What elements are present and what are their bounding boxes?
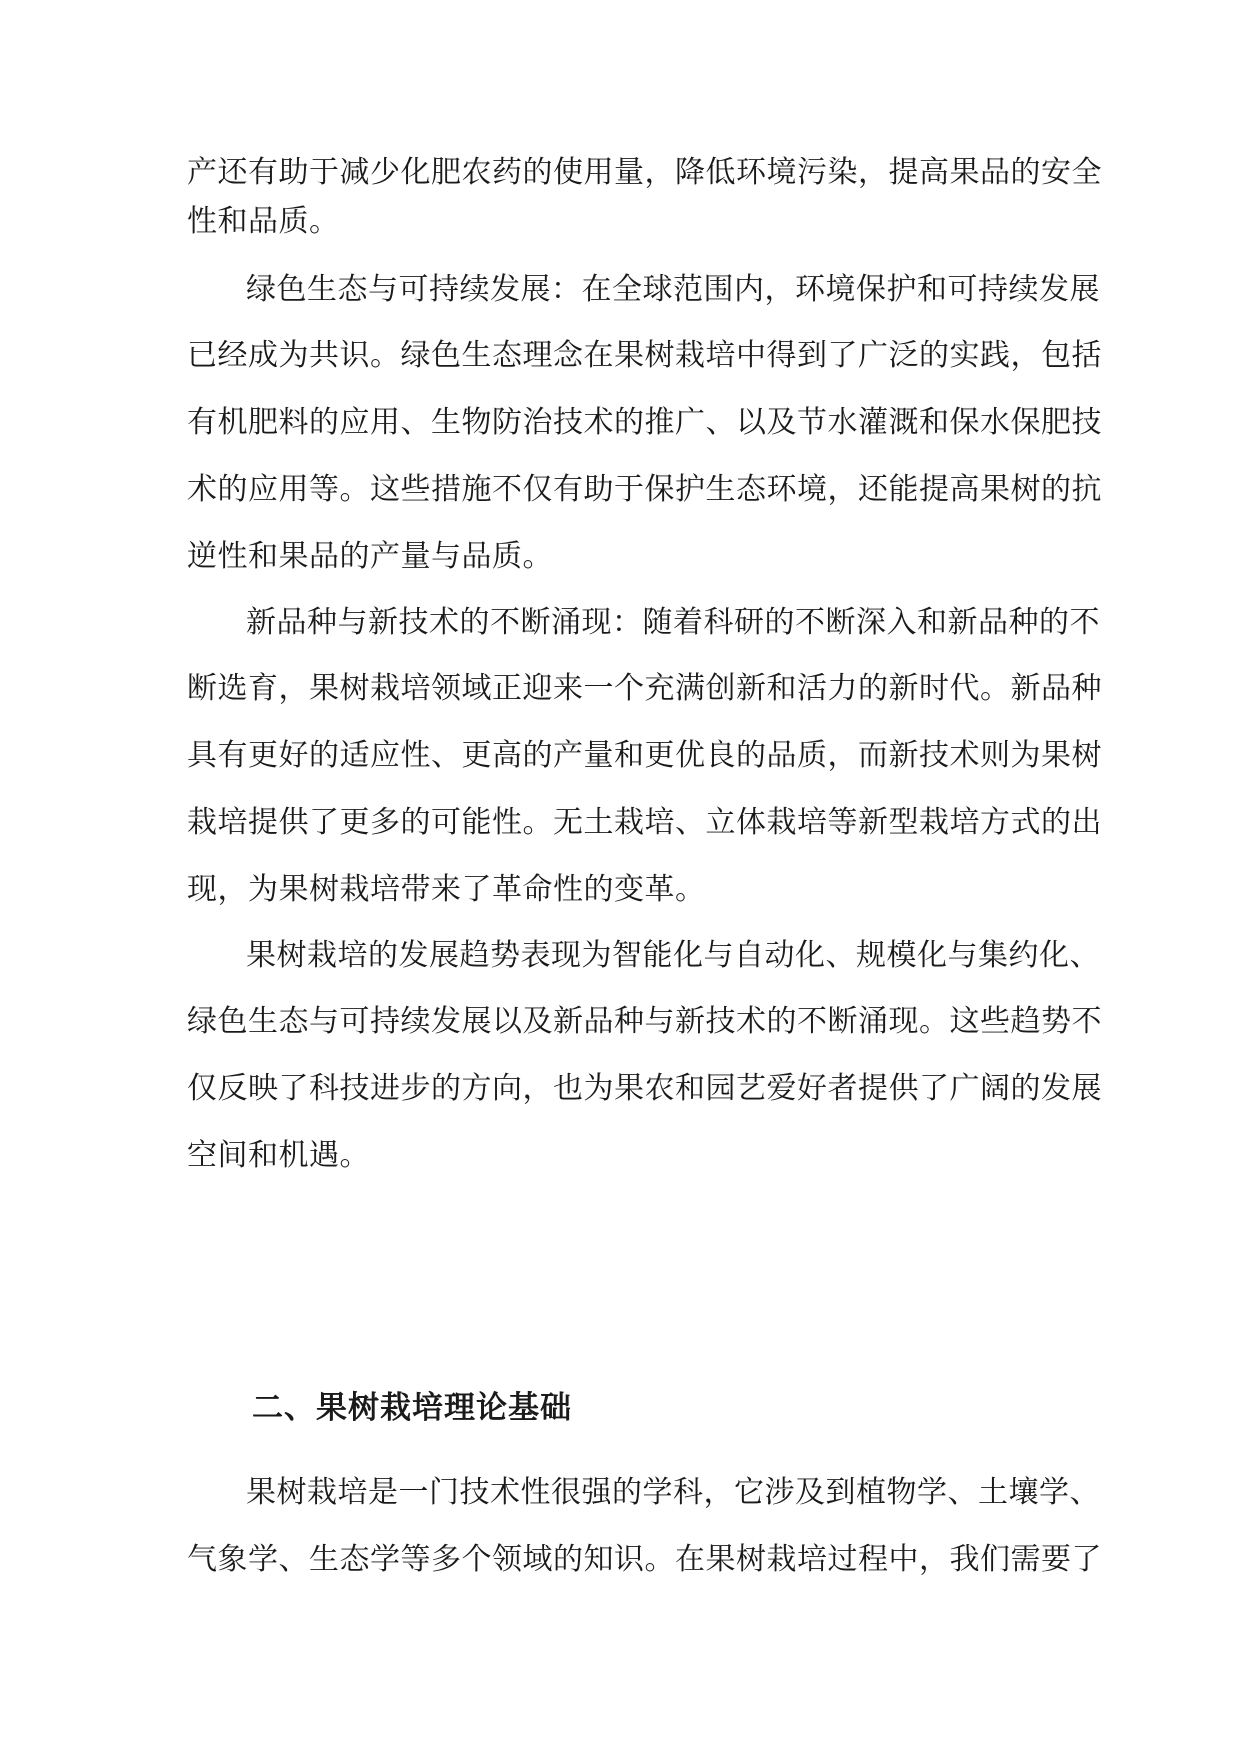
paragraph-line: 气象学、生态学等多个领域的知识。在果树栽培过程中，我们需要了 — [187, 1542, 1102, 1577]
paragraph-line: 栽培提供了更多的可能性。无土栽培、立体栽培等新型栽培方式的出 — [187, 805, 1102, 840]
paragraph-line: 有机肥料的应用、生物防治技术的推广、以及节水灌溉和保水保肥技 — [187, 405, 1102, 440]
paragraph-line: 空间和机遇。 — [187, 1138, 370, 1173]
paragraph-line: 绿色生态与可持续发展：在全球范围内，环境保护和可持续发展 — [246, 272, 1100, 307]
paragraph-line: 绿色生态与可持续发展以及新品种与新技术的不断涌现。这些趋势不 — [187, 1004, 1102, 1039]
paragraph-line: 术的应用等。这些措施不仅有助于保护生态环境，还能提高果树的抗 — [187, 472, 1102, 507]
paragraph-line: 已经成为共识。绿色生态理念在果树栽培中得到了广泛的实践，包括 — [187, 338, 1102, 373]
paragraph-line: 现，为果树栽培带来了革命性的变革。 — [187, 872, 706, 907]
paragraph-line: 仅反映了科技进步的方向，也为果农和园艺爱好者提供了广阔的发展 — [187, 1071, 1102, 1106]
paragraph-line: 性和品质。 — [187, 204, 340, 239]
paragraph-line: 新品种与新技术的不断涌现：随着科研的不断深入和新品种的不 — [246, 605, 1100, 640]
paragraph-line: 果树栽培的发展趋势表现为智能化与自动化、规模化与集约化、 — [246, 938, 1100, 973]
paragraph-line: 逆性和果品的产量与品质。 — [187, 539, 553, 574]
section-heading: 二、果树栽培理论基础 — [252, 1390, 572, 1426]
paragraph-line: 具有更好的适应性、更高的产量和更优良的品质，而新技术则为果树 — [187, 738, 1102, 773]
paragraph-line: 果树栽培是一门技术性很强的学科，它涉及到植物学、土壤学、 — [246, 1475, 1100, 1510]
paragraph-line: 断选育，果树栽培领域正迎来一个充满创新和活力的新时代。新品种 — [187, 671, 1102, 706]
paragraph-line: 产还有助于减少化肥农药的使用量，降低环境污染，提高果品的安全 — [187, 155, 1102, 190]
